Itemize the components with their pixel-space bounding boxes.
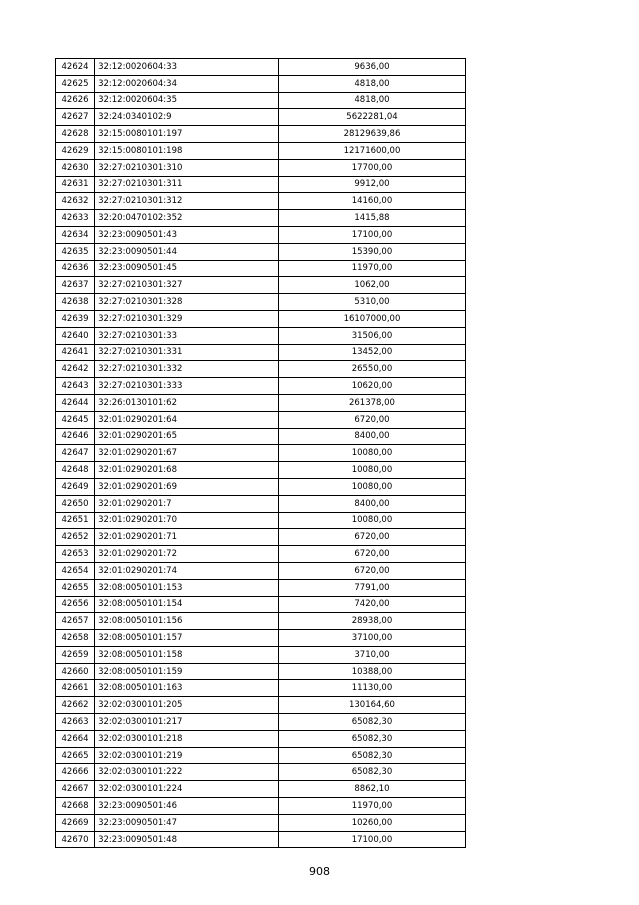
cadastral-number-cell: 32:02:0300101:222: [95, 764, 279, 781]
cadastral-number-cell: 32:08:0050101:163: [95, 680, 279, 697]
row-number-cell: 42670: [56, 831, 95, 848]
table-row: [56, 327, 466, 344]
row-number-cell: 42627: [56, 109, 95, 126]
row-number-cell: 42646: [56, 428, 95, 445]
cadastral-number-cell: 32:01:0290201:69: [95, 478, 279, 495]
value-cell: 65082,30: [278, 764, 465, 781]
cadastral-number-cell: 32:08:0050101:157: [95, 630, 279, 647]
table-row: [56, 613, 466, 630]
cadastral-number-cell: 32:02:0300101:224: [95, 781, 279, 798]
cadastral-number-cell: 32:12:0020604:34: [95, 75, 279, 92]
value-cell: 1415,88: [278, 210, 465, 227]
value-cell: 10620,00: [278, 378, 465, 395]
value-cell: 10080,00: [278, 478, 465, 495]
row-number-cell: 42652: [56, 529, 95, 546]
table-row: [56, 495, 466, 512]
row-number-cell: 42645: [56, 411, 95, 428]
cadastral-number-cell: 32:01:0290201:72: [95, 546, 279, 563]
row-number-cell: 42649: [56, 478, 95, 495]
table-row: [56, 210, 466, 227]
value-cell: 1062,00: [278, 277, 465, 294]
table-row: [56, 646, 466, 663]
row-number-cell: 42669: [56, 814, 95, 831]
table-row: [56, 243, 466, 260]
cadastral-number-cell: 32:23:0090501:48: [95, 831, 279, 848]
value-cell: 11970,00: [278, 798, 465, 815]
cadastral-number-cell: 32:15:0080101:198: [95, 142, 279, 159]
row-number-cell: 42643: [56, 378, 95, 395]
table-row: [56, 680, 466, 697]
cadastral-number-cell: 32:01:0290201:74: [95, 562, 279, 579]
row-number-cell: 42639: [56, 310, 95, 327]
table-row: [56, 579, 466, 596]
table-row: [56, 747, 466, 764]
cadastral-number-cell: 32:15:0080101:197: [95, 126, 279, 143]
table-row: [56, 260, 466, 277]
row-number-cell: 42665: [56, 747, 95, 764]
cadastral-number-cell: 32:02:0300101:217: [95, 714, 279, 731]
row-number-cell: 42625: [56, 75, 95, 92]
value-cell: 5622281,04: [278, 109, 465, 126]
row-number-cell: 42647: [56, 445, 95, 462]
row-number-cell: 42644: [56, 394, 95, 411]
value-cell: 8862,10: [278, 781, 465, 798]
cadastral-number-cell: 32:23:0090501:43: [95, 226, 279, 243]
value-cell: 17100,00: [278, 226, 465, 243]
row-number-cell: 42628: [56, 126, 95, 143]
table-row: [56, 596, 466, 613]
value-cell: 14160,00: [278, 193, 465, 210]
table-row: [56, 226, 466, 243]
cadastral-number-cell: 32:24:0340102:9: [95, 109, 279, 126]
row-number-cell: 42657: [56, 613, 95, 630]
cadastral-number-cell: 32:27:0210301:310: [95, 159, 279, 176]
row-number-cell: 42638: [56, 294, 95, 311]
cadastral-number-cell: 32:27:0210301:332: [95, 361, 279, 378]
value-cell: 16107000,00: [278, 310, 465, 327]
table-row: [56, 176, 466, 193]
cadastral-number-cell: 32:08:0050101:154: [95, 596, 279, 613]
cadastral-number-cell: 32:01:0290201:7: [95, 495, 279, 512]
row-number-cell: 42659: [56, 646, 95, 663]
table-row: [56, 344, 466, 361]
table-row: [56, 294, 466, 311]
value-cell: 10080,00: [278, 445, 465, 462]
table-row: [56, 59, 466, 76]
value-cell: 3710,00: [278, 646, 465, 663]
value-cell: 26550,00: [278, 361, 465, 378]
table-row: [56, 512, 466, 529]
value-cell: 9912,00: [278, 176, 465, 193]
table-body: [56, 59, 466, 848]
cadastral-number-cell: 32:02:0300101:218: [95, 730, 279, 747]
cadastral-number-cell: 32:27:0210301:33: [95, 327, 279, 344]
cadastral-number-cell: 32:27:0210301:333: [95, 378, 279, 395]
value-cell: 11130,00: [278, 680, 465, 697]
row-number-cell: 42642: [56, 361, 95, 378]
row-number-cell: 42629: [56, 142, 95, 159]
table-row: [56, 109, 466, 126]
value-cell: 6720,00: [278, 411, 465, 428]
row-number-cell: 42651: [56, 512, 95, 529]
value-cell: 4818,00: [278, 92, 465, 109]
value-cell: 17700,00: [278, 159, 465, 176]
value-cell: 31506,00: [278, 327, 465, 344]
cadastral-number-cell: 32:26:0130101:62: [95, 394, 279, 411]
value-cell: 28129639,86: [278, 126, 465, 143]
row-number-cell: 42641: [56, 344, 95, 361]
cadastral-number-cell: 32:27:0210301:328: [95, 294, 279, 311]
table-row: [56, 445, 466, 462]
row-number-cell: 42636: [56, 260, 95, 277]
row-number-cell: 42631: [56, 176, 95, 193]
value-cell: 6720,00: [278, 546, 465, 563]
value-cell: 8400,00: [278, 495, 465, 512]
table-row: [56, 92, 466, 109]
table-row: [56, 781, 466, 798]
table-row: [56, 730, 466, 747]
table-row: [56, 159, 466, 176]
cadastral-number-cell: 32:08:0050101:156: [95, 613, 279, 630]
cadastral-number-cell: 32:27:0210301:331: [95, 344, 279, 361]
cadastral-number-cell: 32:23:0090501:47: [95, 814, 279, 831]
value-cell: 28938,00: [278, 613, 465, 630]
cadastral-number-cell: 32:08:0050101:159: [95, 663, 279, 680]
table-row: [56, 529, 466, 546]
row-number-cell: 42633: [56, 210, 95, 227]
row-number-cell: 42632: [56, 193, 95, 210]
table-row: [56, 126, 466, 143]
value-cell: 10388,00: [278, 663, 465, 680]
cadastral-number-cell: 32:02:0300101:219: [95, 747, 279, 764]
value-cell: 10260,00: [278, 814, 465, 831]
cadastral-number-cell: 32:01:0290201:70: [95, 512, 279, 529]
value-cell: 12171600,00: [278, 142, 465, 159]
table-row: [56, 428, 466, 445]
row-number-cell: 42634: [56, 226, 95, 243]
cadastral-number-cell: 32:12:0020604:33: [95, 59, 279, 76]
cadastral-number-cell: 32:23:0090501:46: [95, 798, 279, 815]
table-row: [56, 394, 466, 411]
value-cell: 10080,00: [278, 462, 465, 479]
table-row: [56, 798, 466, 815]
cadastral-number-cell: 32:02:0300101:205: [95, 697, 279, 714]
table-row: [56, 411, 466, 428]
table-row: [56, 462, 466, 479]
row-number-cell: 42656: [56, 596, 95, 613]
cadastral-number-cell: 32:27:0210301:312: [95, 193, 279, 210]
row-number-cell: 42667: [56, 781, 95, 798]
cadastral-number-cell: 32:27:0210301:329: [95, 310, 279, 327]
table-row: [56, 361, 466, 378]
cadastral-number-cell: 32:08:0050101:153: [95, 579, 279, 596]
table-row: [56, 814, 466, 831]
table-row: [56, 277, 466, 294]
row-number-cell: 42640: [56, 327, 95, 344]
value-cell: 6720,00: [278, 529, 465, 546]
value-cell: 6720,00: [278, 562, 465, 579]
cadastral-number-cell: 32:27:0210301:311: [95, 176, 279, 193]
table-row: [56, 75, 466, 92]
row-number-cell: 42661: [56, 680, 95, 697]
cadastral-number-cell: 32:23:0090501:45: [95, 260, 279, 277]
row-number-cell: 42658: [56, 630, 95, 647]
cadastral-number-cell: 32:01:0290201:71: [95, 529, 279, 546]
cadastral-number-cell: 32:08:0050101:158: [95, 646, 279, 663]
value-cell: 5310,00: [278, 294, 465, 311]
row-number-cell: 42663: [56, 714, 95, 731]
cadastral-number-cell: 32:12:0020604:35: [95, 92, 279, 109]
table-row: [56, 310, 466, 327]
page-number: 908: [309, 865, 330, 878]
value-cell: 261378,00: [278, 394, 465, 411]
row-number-cell: 42650: [56, 495, 95, 512]
table-row: [56, 714, 466, 731]
cadastral-number-cell: 32:27:0210301:327: [95, 277, 279, 294]
value-cell: 15390,00: [278, 243, 465, 260]
row-number-cell: 42648: [56, 462, 95, 479]
cadastral-value-table: [55, 58, 466, 848]
value-cell: 8400,00: [278, 428, 465, 445]
value-cell: 65082,30: [278, 714, 465, 731]
cadastral-number-cell: 32:01:0290201:68: [95, 462, 279, 479]
row-number-cell: 42662: [56, 697, 95, 714]
cadastral-number-cell: 32:01:0290201:65: [95, 428, 279, 445]
value-cell: 65082,30: [278, 747, 465, 764]
value-cell: 17100,00: [278, 831, 465, 848]
value-cell: 37100,00: [278, 630, 465, 647]
cadastral-number-cell: 32:23:0090501:44: [95, 243, 279, 260]
row-number-cell: 42626: [56, 92, 95, 109]
value-cell: 7791,00: [278, 579, 465, 596]
value-cell: 11970,00: [278, 260, 465, 277]
value-cell: 10080,00: [278, 512, 465, 529]
table-row: [56, 697, 466, 714]
row-number-cell: 42653: [56, 546, 95, 563]
table-row: [56, 478, 466, 495]
row-number-cell: 42630: [56, 159, 95, 176]
value-cell: 7420,00: [278, 596, 465, 613]
table-row: [56, 142, 466, 159]
row-number-cell: 42655: [56, 579, 95, 596]
table-row: [56, 378, 466, 395]
row-number-cell: 42637: [56, 277, 95, 294]
table-row: [56, 562, 466, 579]
table-row: [56, 546, 466, 563]
row-number-cell: 42624: [56, 59, 95, 76]
cadastral-number-cell: 32:01:0290201:64: [95, 411, 279, 428]
value-cell: 130164,60: [278, 697, 465, 714]
row-number-cell: 42654: [56, 562, 95, 579]
row-number-cell: 42664: [56, 730, 95, 747]
value-cell: 9636,00: [278, 59, 465, 76]
cadastral-number-cell: 32:01:0290201:67: [95, 445, 279, 462]
table-row: [56, 764, 466, 781]
value-cell: 65082,30: [278, 730, 465, 747]
row-number-cell: 42635: [56, 243, 95, 260]
table-row: [56, 193, 466, 210]
table-row: [56, 630, 466, 647]
row-number-cell: 42668: [56, 798, 95, 815]
row-number-cell: 42660: [56, 663, 95, 680]
table-row: [56, 831, 466, 848]
table-row: [56, 663, 466, 680]
row-number-cell: 42666: [56, 764, 95, 781]
value-cell: 4818,00: [278, 75, 465, 92]
value-cell: 13452,00: [278, 344, 465, 361]
cadastral-number-cell: 32:20:0470102:352: [95, 210, 279, 227]
